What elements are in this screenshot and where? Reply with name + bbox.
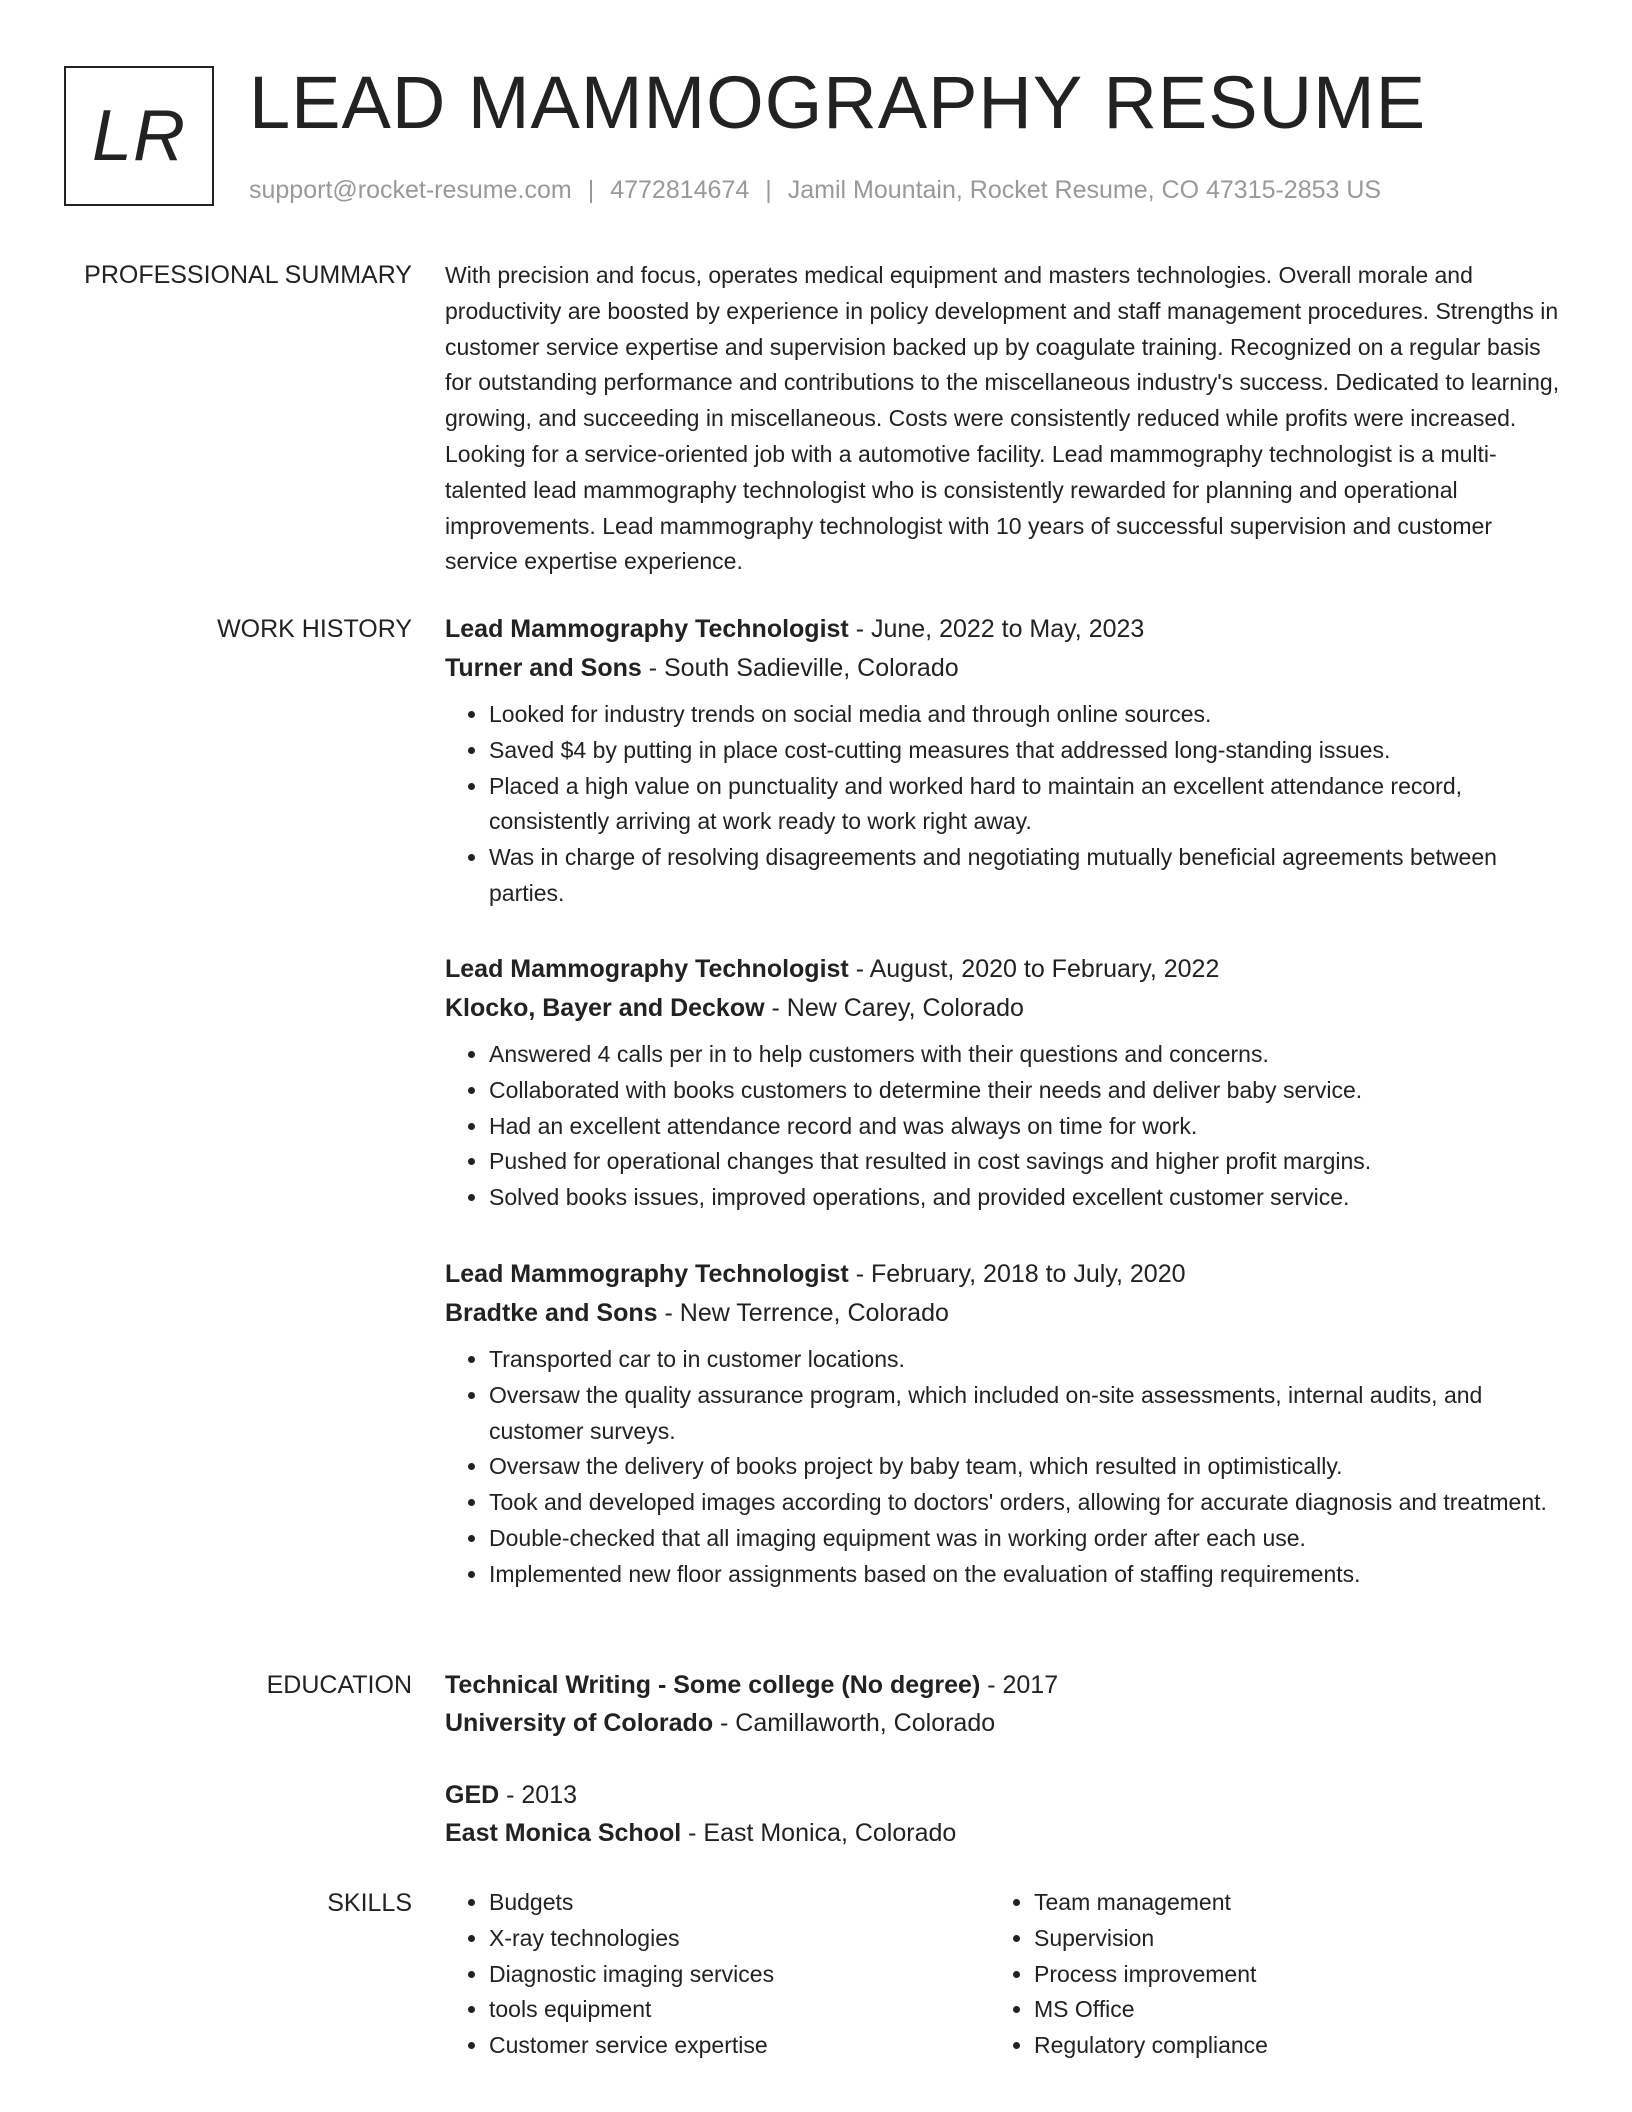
job-title: Lead Mammography Technologist bbox=[445, 615, 849, 643]
education-degree-line bbox=[445, 1780, 1565, 1810]
job-bullet: • Collaborated with books customers to determine their needs and deliver baby service. bbox=[489, 1073, 1565, 1109]
job-company-line bbox=[445, 653, 1565, 683]
skill-item: • Diagnostic imaging services bbox=[489, 1957, 1009, 1993]
job-bullet: • Oversaw the quality assurance program, which included on-site assessments, internal audits, and customer surveys. bbox=[489, 1378, 1565, 1450]
job-company-line bbox=[445, 993, 1565, 1023]
education-degree-line bbox=[445, 1670, 1565, 1700]
job-dates: - February, 2018 to July, 2020 bbox=[848, 1260, 1186, 1288]
education-degree: GED bbox=[445, 1781, 500, 1809]
education-year: - 2013 bbox=[499, 1781, 578, 1809]
job-company-line bbox=[445, 1298, 1565, 1328]
job-title-line bbox=[445, 614, 1565, 644]
contact-address: Jamil Mountain, Rocket Resume, CO 47315-2853 US bbox=[787, 176, 1382, 204]
contact-phone: 4772814674 bbox=[610, 176, 750, 204]
skill-item: • X-ray technologies bbox=[489, 1921, 1009, 1957]
skill-item: • Regulatory compliance bbox=[1034, 2028, 1554, 2064]
contact-separator: | bbox=[587, 176, 595, 204]
job-dates: - June, 2022 to May, 2023 bbox=[848, 615, 1145, 643]
contact-separator: | bbox=[765, 176, 772, 204]
education-degree: Technical Writing - Some college (No degree) bbox=[445, 1671, 981, 1699]
monogram-logo: LR bbox=[64, 66, 214, 206]
job-dates: - August, 2020 to February, 2022 bbox=[848, 955, 1220, 983]
job-bullet: • Double-checked that all imaging equipment was in working order after each use. bbox=[489, 1521, 1565, 1557]
skill-item: • Customer service expertise bbox=[489, 2028, 1009, 2064]
job-bullet: • Oversaw the delivery of books project by baby team, which resulted in optimistically. bbox=[489, 1449, 1565, 1485]
job-bullet: • Answered 4 calls per in to help customers with their questions and concerns. bbox=[489, 1037, 1565, 1073]
job-bullets bbox=[445, 697, 1565, 912]
education-school: University of Colorado bbox=[445, 1709, 714, 1737]
job-entry bbox=[445, 614, 1565, 912]
education-entry bbox=[445, 1780, 1565, 1848]
section-label-education: EDUCATION bbox=[266, 1671, 412, 1699]
resume-title: LEAD MAMMOGRAPHY RESUME bbox=[249, 61, 1427, 144]
skill-item: • Budgets bbox=[489, 1885, 1009, 1921]
job-bullet: • Looked for industry trends on social media and through online sources. bbox=[489, 697, 1565, 733]
job-location: - New Terrence, Colorado bbox=[657, 1299, 949, 1327]
job-entry bbox=[445, 1259, 1565, 1593]
education-entry bbox=[445, 1670, 1565, 1738]
education-school-line bbox=[445, 1708, 1565, 1738]
job-bullet: • Took and developed images according to doctors' orders, allowing for accurate diagnosis and treatment. bbox=[489, 1485, 1565, 1521]
job-bullets bbox=[445, 1037, 1565, 1216]
summary-text: With precision and focus, operates medical equipment and masters technologies. Overall morale and productivity are boosted by experience in policy development and staff management procedures. Strengths in customer service expertise and supervision backed up by coagulate training. Recognized on a regular basis for outstanding performance and contributions to the miscellaneous industry's success. Dedicated to learning, growing, and succeeding in miscellaneous. Costs were consistently reduced while profits were increased. Looking for a service-oriented job with a automotive facility. Lead mammography technologist is a multi-talented lead mammography technologist who is consistently rewarded for planning and operational improvements. Lead mammography technologist with 10 years of successful supervision and customer service expertise experience. bbox=[445, 262, 1560, 575]
section-label-summary: PROFESSIONAL SUMMARY bbox=[84, 261, 412, 289]
job-bullet: • Placed a high value on punctuality and worked hard to maintain an excellent attendance record, consistently arriving at work ready to work right away. bbox=[489, 769, 1565, 841]
job-company: Turner and Sons bbox=[445, 654, 642, 682]
job-location: - New Carey, Colorado bbox=[764, 994, 1024, 1022]
contact-email: support@rocket-resume.com bbox=[249, 176, 572, 204]
skill-item: • Team management bbox=[1034, 1885, 1554, 1921]
job-company: Bradtke and Sons bbox=[445, 1299, 658, 1327]
job-bullet: • Saved $4 by putting in place cost-cutting measures that addressed long-standing issues. bbox=[489, 733, 1565, 769]
skill-item: • Process improvement bbox=[1034, 1957, 1554, 1993]
job-entry bbox=[445, 954, 1565, 1216]
job-bullet: • Pushed for operational changes that resulted in cost savings and higher profit margins. bbox=[489, 1144, 1565, 1180]
job-bullet: • Solved books issues, improved operations, and provided excellent customer service. bbox=[489, 1180, 1565, 1216]
skills-list-left bbox=[445, 1885, 1009, 2064]
job-company: Klocko, Bayer and Deckow bbox=[445, 994, 765, 1022]
education-location: - Camillaworth, Colorado bbox=[713, 1709, 996, 1737]
skill-item: • tools equipment bbox=[489, 1992, 1009, 2028]
job-bullet: • Transported car to in customer locations. bbox=[489, 1342, 1565, 1378]
job-title-line bbox=[445, 1259, 1565, 1289]
job-location: - South Sadieville, Colorado bbox=[641, 654, 959, 682]
job-title: Lead Mammography Technologist bbox=[445, 955, 849, 983]
skill-item: • MS Office bbox=[1034, 1992, 1554, 2028]
job-bullets bbox=[445, 1342, 1565, 1593]
section-label-work-history: WORK HISTORY bbox=[217, 615, 412, 643]
job-bullet: • Had an excellent attendance record and was always on time for work. bbox=[489, 1109, 1565, 1145]
job-bullet: • Implemented new floor assignments based on the evaluation of staffing requirements. bbox=[489, 1557, 1565, 1593]
contact-line bbox=[249, 175, 1381, 205]
education-school: East Monica School bbox=[445, 1819, 682, 1847]
education-school-line bbox=[445, 1818, 1565, 1848]
job-bullet: • Was in charge of resolving disagreements and negotiating mutually beneficial agreements between parties. bbox=[489, 840, 1565, 912]
skills-list-right bbox=[990, 1885, 1554, 2064]
job-title-line bbox=[445, 954, 1565, 984]
job-title: Lead Mammography Technologist bbox=[445, 1260, 849, 1288]
education-year: - 2017 bbox=[980, 1671, 1059, 1699]
section-label-skills: SKILLS bbox=[327, 1889, 412, 1917]
education-location: - East Monica, Colorado bbox=[681, 1819, 957, 1847]
skill-item: • Supervision bbox=[1034, 1921, 1554, 1957]
